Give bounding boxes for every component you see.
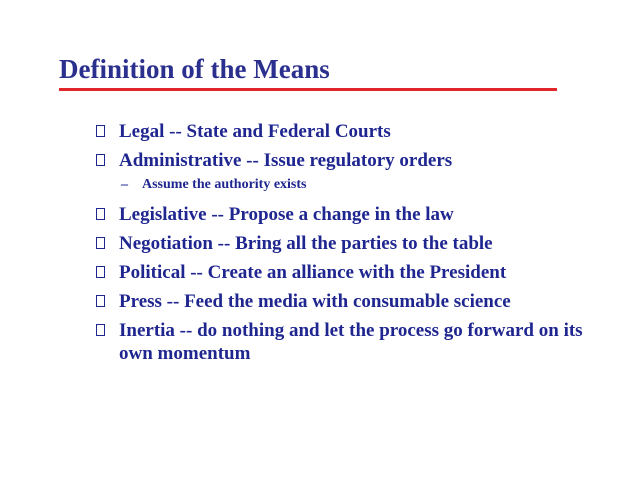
bullet-item-political <box>96 261 616 284</box>
bullet-box-icon <box>96 154 105 166</box>
bullet-item-negotiation <box>96 232 616 255</box>
bullet-item-legal <box>96 120 616 143</box>
bullet-box-icon <box>96 266 105 278</box>
bullet-text: Legal -- State and Federal Courts <box>119 121 391 142</box>
slide-title: Definition of the Means <box>59 54 330 84</box>
dash-icon: – <box>121 177 128 192</box>
bullet-box-icon <box>96 237 105 249</box>
bullet-text: Legislative -- Propose a change in the law <box>119 204 454 225</box>
bullet-item-press <box>96 290 616 313</box>
bullet-text: Administrative -- Issue regulatory orders <box>119 150 453 171</box>
bullet-list <box>96 120 616 371</box>
bullet-box-icon <box>96 125 105 137</box>
bullet-item-inertia <box>96 319 616 365</box>
bullet-text: Political -- Create an alliance with the President <box>119 262 507 283</box>
sub-bullet-text: Assume the authority exists <box>142 177 307 192</box>
bullet-text: Press -- Feed the media with consumable science <box>119 291 511 312</box>
bullet-item-legislative <box>96 203 616 226</box>
bullet-box-icon <box>96 324 105 336</box>
sub-bullet-item-authority <box>96 176 616 194</box>
title-underline-rule <box>59 88 557 91</box>
bullet-item-administrative <box>96 149 616 172</box>
bullet-text: Negotiation -- Bring all the parties to the table <box>119 233 493 254</box>
bullet-box-icon <box>96 295 105 307</box>
bullet-box-icon <box>96 208 105 220</box>
bullet-text: Inertia -- do nothing and let the process go forward on its own momentum <box>119 320 583 364</box>
